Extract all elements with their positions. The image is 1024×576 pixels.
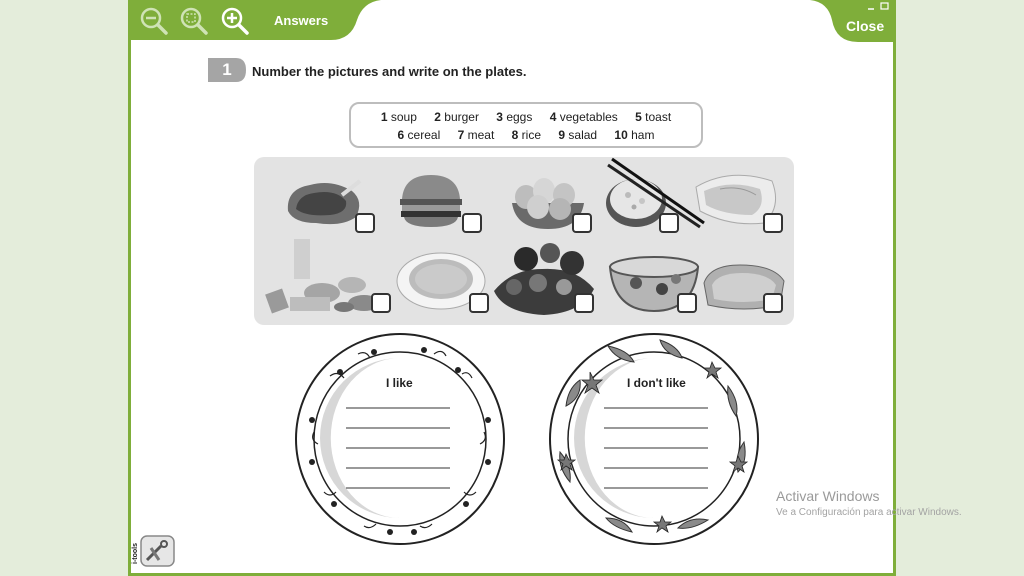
word-item: 5 toast <box>635 110 672 124</box>
burger-picture <box>398 173 464 229</box>
salad-checkbox[interactable] <box>677 293 697 313</box>
window-controls-icon[interactable] <box>862 1 892 11</box>
i-dont-like-label: I don't like <box>627 376 686 390</box>
food-pictures-panel <box>254 157 794 325</box>
i-tools-button[interactable] <box>131 534 176 570</box>
word-item: 4 vegetables <box>549 110 618 124</box>
close-button[interactable]: Close <box>846 18 885 34</box>
cereal-checkbox[interactable] <box>371 293 391 313</box>
exercise-number: 1 <box>222 60 232 79</box>
word-item: 10 ham <box>614 128 655 142</box>
eggs-checkbox[interactable] <box>572 213 592 233</box>
cereal-picture <box>260 237 386 317</box>
activation-watermark-text: Ve a Configuración para activar Windows. <box>776 507 962 518</box>
vegetables-checkbox[interactable] <box>574 293 594 313</box>
toast-checkbox[interactable] <box>763 293 783 313</box>
word-bank-row-2 <box>351 128 701 142</box>
word-bank-row-1 <box>351 110 701 124</box>
zoom-fit-icon[interactable] <box>179 6 209 36</box>
i-like-plate <box>294 332 506 546</box>
word-item: 2 burger <box>434 110 479 124</box>
zoom-out-icon[interactable] <box>139 6 169 36</box>
rice-checkbox[interactable] <box>659 213 679 233</box>
meat-checkbox[interactable] <box>355 213 375 233</box>
word-item: 3 eggs <box>496 110 533 124</box>
activation-watermark-title: Activar Windows <box>776 488 880 504</box>
answers-button[interactable]: Answers <box>274 13 329 28</box>
i-like-label: I like <box>386 376 413 390</box>
word-item: 6 cereal <box>397 128 441 142</box>
i-dont-like-plate <box>548 332 760 546</box>
exercise-instruction: Number the pictures and write on the plates. <box>252 64 527 79</box>
word-bank <box>349 102 703 148</box>
burger-checkbox[interactable] <box>462 213 482 233</box>
word-item: 8 rice <box>511 128 542 142</box>
i-tools-label: i-tools <box>132 543 139 564</box>
meat-picture <box>282 171 364 231</box>
zoom-in-icon[interactable] <box>220 6 250 36</box>
ham-checkbox[interactable] <box>763 213 783 233</box>
word-item: 1 soup <box>380 110 417 124</box>
word-item: 7 meat <box>457 128 495 142</box>
word-item: 9 salad <box>558 128 598 142</box>
soup-checkbox[interactable] <box>469 293 489 313</box>
